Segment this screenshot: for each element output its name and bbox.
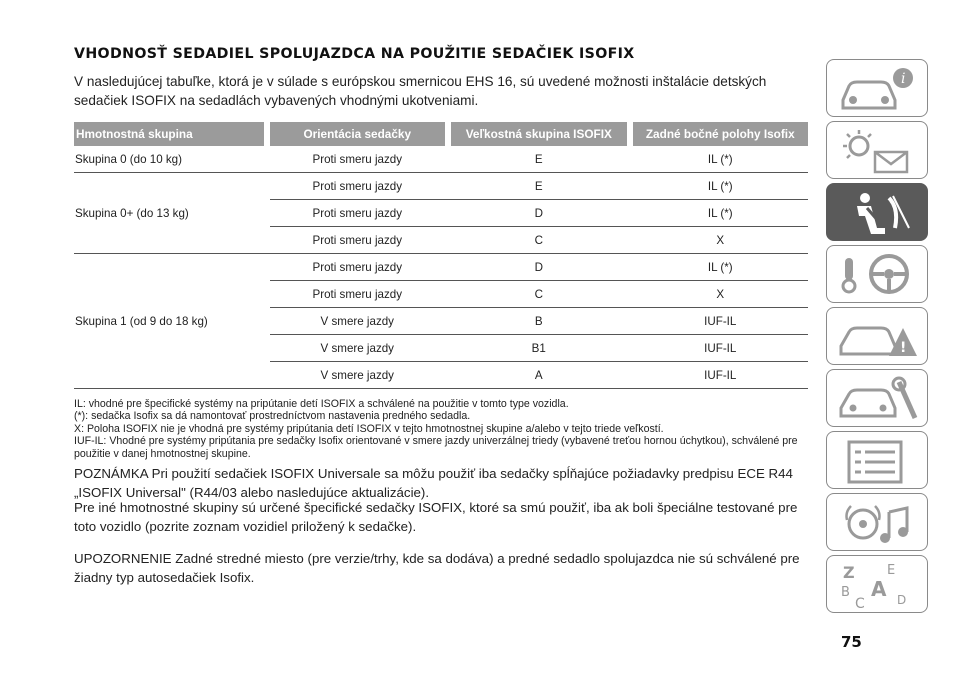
size-cell: B1 (451, 335, 627, 362)
size-cell: C (451, 227, 627, 254)
tab-car-info[interactable] (826, 59, 928, 117)
tab-starting-driving[interactable] (826, 245, 928, 303)
tab-multimedia[interactable] (826, 493, 928, 551)
size-cell: C (451, 281, 627, 308)
orientation-cell: Proti smeru jazdy (270, 281, 446, 308)
index-letter: A (871, 577, 887, 601)
seat-safety-icon (837, 188, 921, 238)
size-cell: D (451, 254, 627, 281)
tab-index[interactable] (826, 555, 928, 613)
table-row (74, 173, 808, 200)
tab-technical-data[interactable] (826, 431, 928, 489)
tab-maintenance[interactable] (826, 369, 928, 427)
isofix-table (74, 122, 808, 389)
orientation-cell: Proti smeru jazdy (270, 254, 446, 281)
group-label: Skupina 0 (do 10 kg) (74, 146, 264, 173)
header-weight-group: Hmotnostná skupina (74, 122, 264, 146)
size-cell: A (451, 362, 627, 389)
technical-data-icon (837, 436, 921, 486)
position-cell: IL (*) (633, 200, 809, 227)
size-cell: B (451, 308, 627, 335)
multimedia-icon (837, 498, 921, 548)
other-groups-text: Pre iné hmotnostné skupiny sú určené špecifické sedačky ISOFIX, ktoré sa smú použiť, iba ak boli špeciálne testované pre toto vozidlo (pozrite zoznam vozidiel priložený k sedačke). (74, 500, 798, 534)
position-cell: X (633, 281, 809, 308)
note-star: (*): sedačka Isofix sa dá namontovať prostredníctvom nastavenia predného sedadla. (74, 410, 471, 423)
index-letter: E (887, 563, 896, 578)
index-letter: Z (843, 563, 855, 582)
note-iuf: IUF-IL: Vhodné pre systémy pripútania pre sedačky Isofix orientované v smere jazdy univerzálnej triedy (vybavené treťou hornou úchytkou), schválené pre použitie v danej hmotnostnej skupine. (74, 435, 798, 460)
orientation-cell: Proti smeru jazdy (270, 227, 446, 254)
group-label: Skupina 0+ (do 13 kg) (74, 173, 264, 254)
steering-start-icon (837, 250, 921, 300)
position-cell: IL (*) (633, 254, 809, 281)
size-cell: D (451, 200, 627, 227)
warning-text: UPOZORNENIE Zadné stredné miesto (pre verzie/trhy, kde sa dodáva) a predné sedadlo spolujazdca nie sú schválené pre žiadny typ autosedačiek Isofix. (74, 551, 800, 585)
header-orientation: Orientácia sedačky (270, 122, 446, 146)
svg-text:i: i (901, 71, 906, 87)
warning-lights-icon (837, 126, 921, 176)
orientation-cell: V smere jazdy (270, 308, 446, 335)
table-notes (74, 398, 814, 460)
orientation-cell: Proti smeru jazdy (270, 173, 446, 200)
position-cell: X (633, 227, 809, 254)
header-size-class: Veľkostná skupina ISOFIX (451, 122, 627, 146)
position-cell: IUF-IL (633, 308, 809, 335)
tab-safety[interactable] (826, 183, 928, 241)
note-il: IL: vhodné pre špecifické systémy na pripútanie detí ISOFIX a schválené na použitie v tomto type vozidla. (74, 398, 569, 410)
index-letter: C (855, 596, 865, 610)
index-letter: D (897, 593, 907, 607)
note-x: X: Poloha ISOFIX nie je vhodná pre systémy pripútania detí ISOFIX v tejto hmotnostnej skupine a/alebo v tejto triede veľkostí. (74, 422, 664, 435)
table-header-row (74, 122, 808, 146)
orientation-cell: Proti smeru jazdy (270, 200, 446, 227)
intro-text: V nasledujúcej tabuľke, ktorá je v súlade s európskou smernicou EHS 16, sú uvedené možnosti inštalácie detských sedačiek ISOFIX na sedadlách vybavených vhodnými ukotveniami. (74, 74, 767, 108)
orientation-cell: V smere jazdy (270, 335, 446, 362)
header-position: Zadné bočné polohy Isofix (633, 122, 809, 146)
tab-emergency[interactable] (826, 307, 928, 365)
page-number: 75 (841, 633, 862, 651)
position-cell: IUF-IL (633, 362, 809, 389)
car-info-icon (837, 64, 921, 114)
size-cell: E (451, 173, 627, 200)
emergency-car-icon (837, 312, 921, 362)
position-cell: IUF-IL (633, 335, 809, 362)
svg-text:!: ! (900, 340, 907, 356)
index-letter: B (841, 585, 850, 600)
size-cell: E (451, 146, 627, 173)
poznamka-text: POZNÁMKA Pri použití sedačiek ISOFIX Universale sa môžu použiť iba sedačky spĺňajúce požiadavky predpisu ECE R44 „ISOFIX Universal" (R44/03 alebo nasledujúce aktualizácie). (74, 466, 793, 500)
maintenance-car-icon (837, 374, 921, 424)
orientation-cell: Proti smeru jazdy (270, 146, 446, 173)
table-row (74, 146, 808, 173)
tab-warning-lights[interactable] (826, 121, 928, 179)
orientation-cell: V smere jazdy (270, 362, 446, 389)
position-cell: IL (*) (633, 173, 809, 200)
group-label: Skupina 1 (od 9 do 18 kg) (74, 254, 264, 389)
index-icon (837, 560, 921, 610)
table-row (74, 254, 808, 281)
position-cell: IL (*) (633, 146, 809, 173)
page-title: VHODNOSŤ SEDADIEL SPOLUJAZDCA NA POUŽITIE SEDAČIEK ISOFIX (74, 46, 635, 62)
